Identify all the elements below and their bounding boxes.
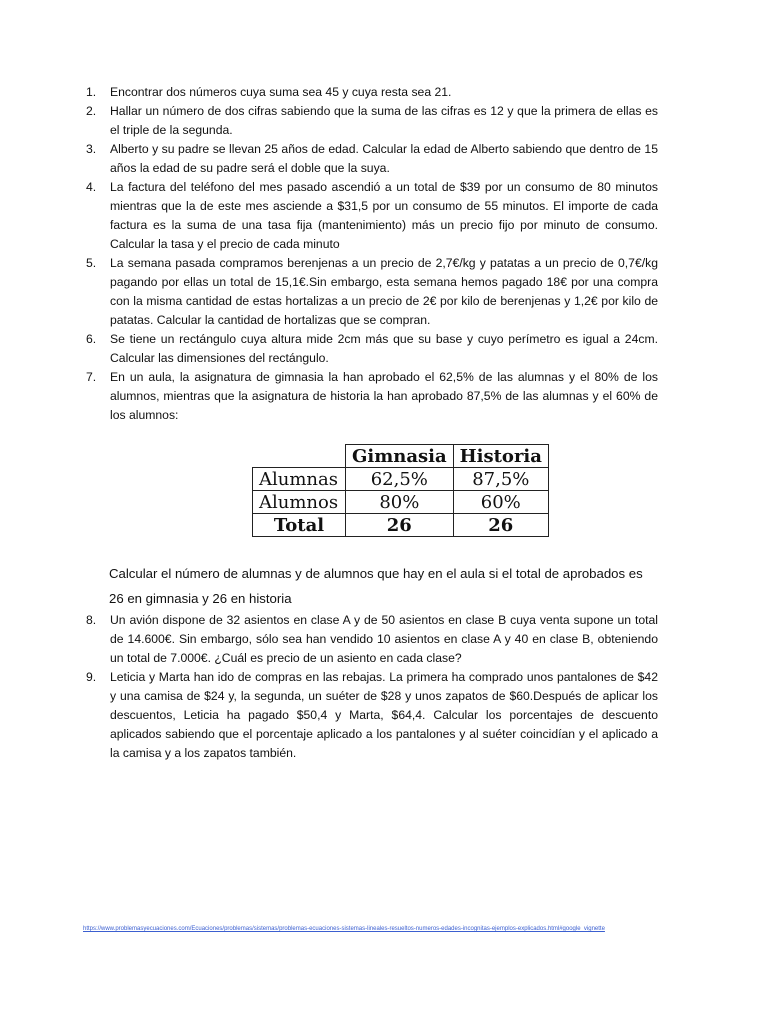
problem-list-part2: [82, 611, 658, 763]
problem-number: 5.: [86, 256, 97, 270]
problem-text: Se tiene un rectángulo cuya altura mide 2cm más que su base y cuyo perímetro es igual a 24cm. Calcular las dimensiones del rectángulo.: [110, 332, 658, 365]
problem-number: 2.: [86, 104, 97, 118]
table-cell: 26: [453, 514, 548, 537]
problem-item: [82, 178, 658, 254]
row-label: Total: [253, 514, 346, 537]
problem-text: Hallar un número de dos cifras sabiendo que la suma de las cifras es 12 y que la primera de ellas es el triple de la segunda.: [110, 104, 658, 137]
table-cell: 80%: [346, 491, 454, 514]
problem-item: [82, 368, 658, 425]
problem-item: [82, 611, 658, 668]
problem-number: 1.: [86, 85, 97, 99]
problem-item: [82, 83, 658, 102]
document-body: [82, 83, 658, 763]
row-label: Alumnas: [253, 468, 346, 491]
table-cell: 26: [346, 514, 454, 537]
problem-item: [82, 140, 658, 178]
problem-text: En un aula, la asignatura de gimnasia la han aprobado el 62,5% de las alumnas y el 80% de los alumnos, mientras que la asignatura de historia la han aprobado 87,5% de las alumnas y el 60% de los alumnos:: [110, 370, 658, 422]
table-row: [253, 514, 549, 537]
table-cell: 62,5%: [346, 468, 454, 491]
problem-item: [82, 330, 658, 368]
problem-number: 7.: [86, 370, 97, 384]
problem-text: Leticia y Marta han ido de compras en las rebajas. La primera ha comprado unos pantalones de $42 y una camisa de $24 y, la segunda, un suéter de $28 y unos zapatos de $60.Después de aplicar los descuentos, Leticia ha pagado $50,4 y Marta, $64,4. Calcular los porcentajes de descuento aplicados sabiendo que el porcentaje aplicado a los pantalones y al suéter coincidían y el aplicado a la camisa y a los zapatos también.: [110, 670, 658, 760]
problem-list-part1: [82, 83, 658, 425]
problem-number: 3.: [86, 142, 97, 156]
table-corner-cell: [253, 445, 346, 468]
table-cell: 87,5%: [453, 468, 548, 491]
table-cell: 60%: [453, 491, 548, 514]
question-paragraph: Calcular el número de alumnas y de alumnos que hay en el aula si el total de aprobados es 26 en gimnasia y 26 en historia: [109, 566, 643, 606]
table-row: [253, 491, 549, 514]
problem-item: [82, 102, 658, 140]
problem-number: 9.: [86, 670, 97, 684]
problem-text: Encontrar dos números cuya suma sea 45 y cuya resta sea 21.: [110, 85, 452, 99]
problem-item: [82, 668, 658, 763]
column-header-gimnasia: Gimnasia: [346, 445, 454, 468]
column-header-historia: Historia: [453, 445, 548, 468]
problem-number: 4.: [86, 180, 97, 194]
row-label: Alumnos: [253, 491, 346, 514]
problem-item: [82, 254, 658, 330]
problem-text: La factura del teléfono del mes pasado ascendió a un total de $39 por un consumo de 80 minutos mientras que la de este mes asciende a $31,5 por un consumo de 55 minutos. El importe de cada factura es la suma de una tasa fija (mantenimiento) más un precio fijo por minuto de consumo. Calcular la tasa y el precio de cada minuto: [110, 180, 658, 251]
source-link[interactable]: https://www.problemasyecuaciones.com/Ecuaciones/problemas/sistemas/problemas-ecuaciones-sistemas-lineales-resueltos-numeros-edades-incognitas-ejemplos-explicados.html#google_vignette: [83, 926, 605, 932]
problem-number: 6.: [86, 332, 97, 346]
problem-text: La semana pasada compramos berenjenas a un precio de 2,7€/kg y patatas a un precio de 0,7€/kg pagando por ellas un total de 15,1€.Sin embargo, esta semana hemos pagado 18€ por una compra con la misma cantidad de estas hortalizas a un precio de 2€ por kilo de berenjenas y 1,2€ por kilo de patatas. Calcular la cantidad de hortalizas que se compran.: [110, 256, 658, 327]
problem-text: Un avión dispone de 32 asientos en clase A y de 50 asientos en clase B cuya venta supone un total de 14.600€. Sin embargo, sólo sea han vendido 10 asientos en clase A y 40 en clase B, obteniendo un total de 7.000€. ¿Cuál es precio de un asiento en cada clase?: [110, 613, 658, 665]
table-header-row: [253, 445, 549, 468]
pass-rate-table: [252, 444, 549, 537]
table-row: [253, 468, 549, 491]
problem-text: Alberto y su padre se llevan 25 años de edad. Calcular la edad de Alberto sabiendo que dentro de 15 años la edad de su padre será el doble que la suya.: [110, 142, 658, 175]
problem-number: 8.: [86, 613, 97, 627]
table-wrapper: [252, 444, 658, 537]
